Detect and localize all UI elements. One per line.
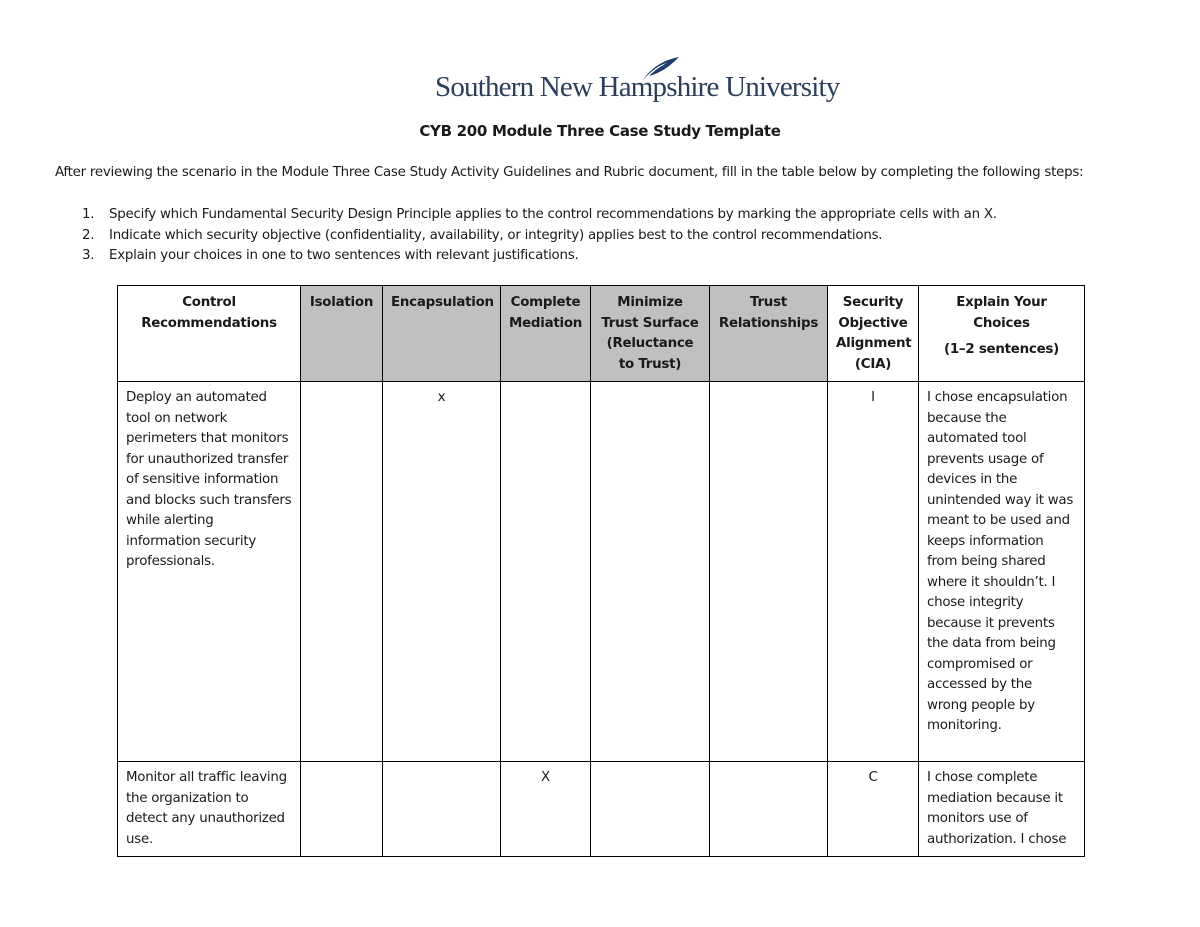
page-title: CYB 200 Module Three Case Study Template (419, 122, 781, 140)
step-number: 3. (82, 248, 95, 263)
header-control-recommendations: Control Recommendations (118, 286, 301, 382)
logo-wordmark: Southern New Hampshire University (435, 71, 840, 103)
step-item (82, 205, 997, 226)
header-explain-label: Explain Your Choices (956, 295, 1047, 331)
header-security-objective: Security Objective Alignment (CIA) (828, 286, 919, 382)
step-item (82, 226, 997, 247)
header-trust-relationships: Trust Relationships (710, 286, 828, 382)
steps-list (82, 205, 997, 267)
encapsulation-cell: x (383, 382, 501, 762)
complete-mediation-cell (501, 382, 591, 762)
control-recommendation-cell: Deploy an automated tool on network perimeters that monitors for unauthorized transfer of sensitive information and blocks such transfers while alerting information security professionals. (118, 382, 301, 762)
university-logo (435, 56, 840, 106)
trust-relationships-cell (710, 382, 828, 762)
intro-paragraph: After reviewing the scenario in the Module Three Case Study Activity Guidelines and Rubric document, fill in the table below by completing the following steps: (55, 165, 1084, 180)
step-number: 2. (82, 227, 95, 243)
step-text: Indicate which security objective (confidentiality, availability, or integrity) applies best to the control recommendations. (109, 227, 883, 243)
step-text: Explain your choices in one to two sentences with relevant justifications. (109, 248, 579, 263)
header-minimize-trust-surface: Minimize Trust Surface (Reluctance to Trust) (591, 286, 710, 382)
explanation-cell: I chose encapsulation because the automated tool prevents usage of devices in the unintended way it was meant to be used and keeps information from being shared where it shouldn’t. I chose integrity because it prevents the data from being compromised or accessed by the wrong people by monitoring. (919, 382, 1085, 762)
step-text: Specify which Fundamental Security Design Principle applies to the control recommendations by marking the appropriate cells with an X. (109, 207, 997, 222)
quill-leaf-icon (641, 56, 681, 82)
security-objective-cell: I (828, 382, 919, 762)
explanation-cell: I chose complete mediation because it monitors use of authorization. I chose (919, 762, 1085, 857)
table-header-row (118, 286, 1085, 382)
minimize-trust-cell (591, 762, 710, 857)
header-explain-choices (919, 286, 1085, 382)
header-isolation: Isolation (301, 286, 383, 382)
header-explain-subtitle: (1–2 sentences) (943, 342, 1060, 357)
complete-mediation-cell: X (501, 762, 591, 857)
table-row (118, 382, 1085, 762)
trust-relationships-cell (710, 762, 828, 857)
header-complete-mediation: Complete Mediation (501, 286, 591, 382)
minimize-trust-cell (591, 382, 710, 762)
security-objective-cell: C (828, 762, 919, 857)
isolation-cell (301, 382, 383, 762)
step-item (82, 246, 997, 267)
control-recommendation-cell: Monitor all traffic leaving the organization to detect any unauthorized use. (118, 762, 301, 857)
table-row (118, 762, 1085, 857)
case-study-table (117, 285, 1085, 857)
encapsulation-cell (383, 762, 501, 857)
isolation-cell (301, 762, 383, 857)
header-encapsulation: Encapsulation (383, 286, 501, 382)
step-number: 1. (82, 207, 95, 222)
